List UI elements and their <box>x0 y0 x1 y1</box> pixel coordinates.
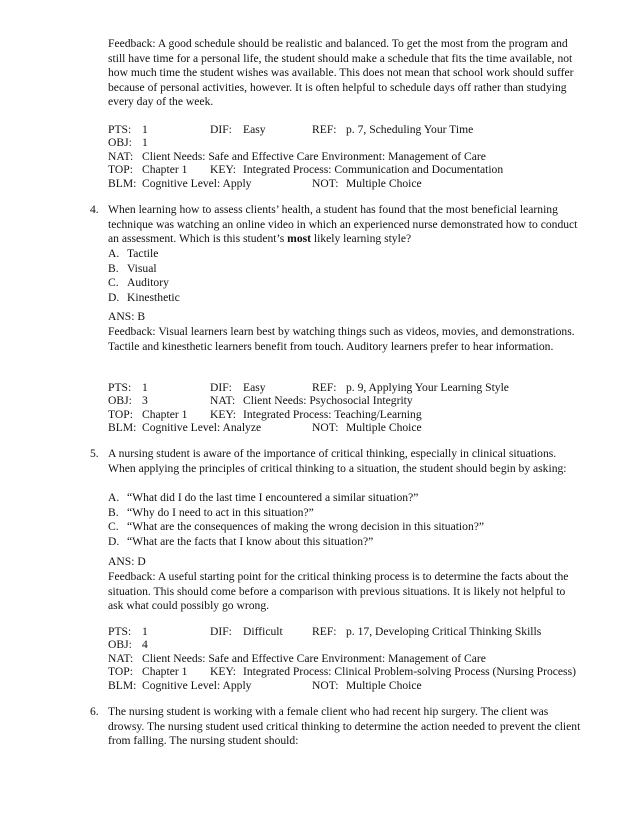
q5-answer: ANS: D <box>108 555 146 568</box>
meta-row-top: TOP: Chapter 1 KEY: Integrated Process: Teaching/Learning <box>108 407 422 421</box>
meta-row-blm: BLM: Cognitive Level: Apply NOT: Multiple Choice <box>108 678 422 692</box>
option-d: D. Kinesthetic <box>108 290 180 304</box>
q5-number: 5. <box>90 447 99 460</box>
meta-row-blm: BLM: Cognitive Level: Apply NOT: Multiple Choice <box>108 176 422 190</box>
meta-row-nat: NAT: Client Needs: Safe and Effective Care Environment: Management of Care <box>108 149 486 163</box>
meta-row-obj: OBJ: 3 NAT: Client Needs: Psychosocial Integrity <box>108 394 413 408</box>
meta-row-obj: OBJ: 1 <box>108 136 148 150</box>
meta-row-pts: PTS: 1 DIF: Easy REF: p. 9, Applying Your Learning Style <box>108 381 509 394</box>
option-b: B. Visual <box>108 261 157 275</box>
q6-number: 6. <box>90 705 99 718</box>
q4-number: 4. <box>90 203 99 216</box>
q3-feedback: Feedback: A good schedule should be realistic and balanced. To get the most from the program and still have time for a personal life, the student should make a schedule that fits the time available, not how much time the student wishes was available. This does not mean that school work should suffer because of personal activities, however. It is often helpful to schedule days off rather than studying every day of the week. <box>108 37 574 109</box>
q4-metadata <box>108 381 588 435</box>
q4-answer: ANS: B <box>108 310 146 323</box>
option-c: C. “What are the consequences of making the wrong decision in this situation?” <box>108 520 485 534</box>
option-b: B. “Why do I need to act in this situation?” <box>108 505 314 519</box>
q5-options <box>108 491 583 549</box>
option-a: A. Tactile <box>108 247 159 260</box>
q4-feedback: Feedback: Visual learners learn best by watching things such as videos, movies, and demonstrations. Tactile and kinesthetic learners benefit from touch. Auditory learners prefer to hear information. <box>108 325 575 353</box>
q3-metadata <box>108 123 588 190</box>
meta-row-pts: PTS: 1 DIF: Difficult REF: p. 17, Developing Critical Thinking Skills <box>108 625 542 638</box>
q5-stem: A nursing student is aware of the importance of critical thinking, especially in clinical situations. When applying the principles of critical thinking to a situation, the student should begin by asking: <box>108 447 567 475</box>
emphasis: most <box>287 232 311 246</box>
meta-row-nat: NAT: Client Needs: Safe and Effective Care Environment: Management of Care <box>108 651 486 665</box>
q4-options <box>108 247 583 305</box>
meta-row-top: TOP: Chapter 1 KEY: Integrated Process: Communication and Documentation <box>108 163 504 177</box>
q6-stem: The nursing student is working with a female client who had recent hip surgery. The client was drowsy. The nursing student used critical thinking to determine the action needed to prevent the client from falling. The nursing student should: <box>108 705 581 748</box>
option-c: C. Auditory <box>108 276 169 290</box>
meta-row-top: TOP: Chapter 1 KEY: Integrated Process: Clinical Problem-solving Process (Nursing Process) <box>108 665 576 679</box>
q5-feedback: Feedback: A useful starting point for the critical thinking process is to determine the facts about the situation. This should come before a comparison with previous situations. It is likely not helpful to ask what could possibly go wrong. <box>108 570 569 613</box>
q4-stem: When learning how to assess clients’ health, a student has found that the most beneficial learning technique was watching an online video in which an experienced nurse demonstrated how to conduct an assessment. Which is this student’s most likely learning style? <box>108 203 578 246</box>
q5-metadata <box>108 625 588 692</box>
meta-row-blm: BLM: Cognitive Level: Analyze NOT: Multiple Choice <box>108 421 422 435</box>
option-a: A. “What did I do the last time I encountered a similar situation?” <box>108 491 419 504</box>
option-d: D. “What are the facts that I know about this situation?” <box>108 534 374 548</box>
meta-row-obj: OBJ: 4 <box>108 638 148 652</box>
meta-row-pts: PTS: 1 DIF: Easy REF: p. 7, Scheduling Your Time <box>108 123 474 136</box>
